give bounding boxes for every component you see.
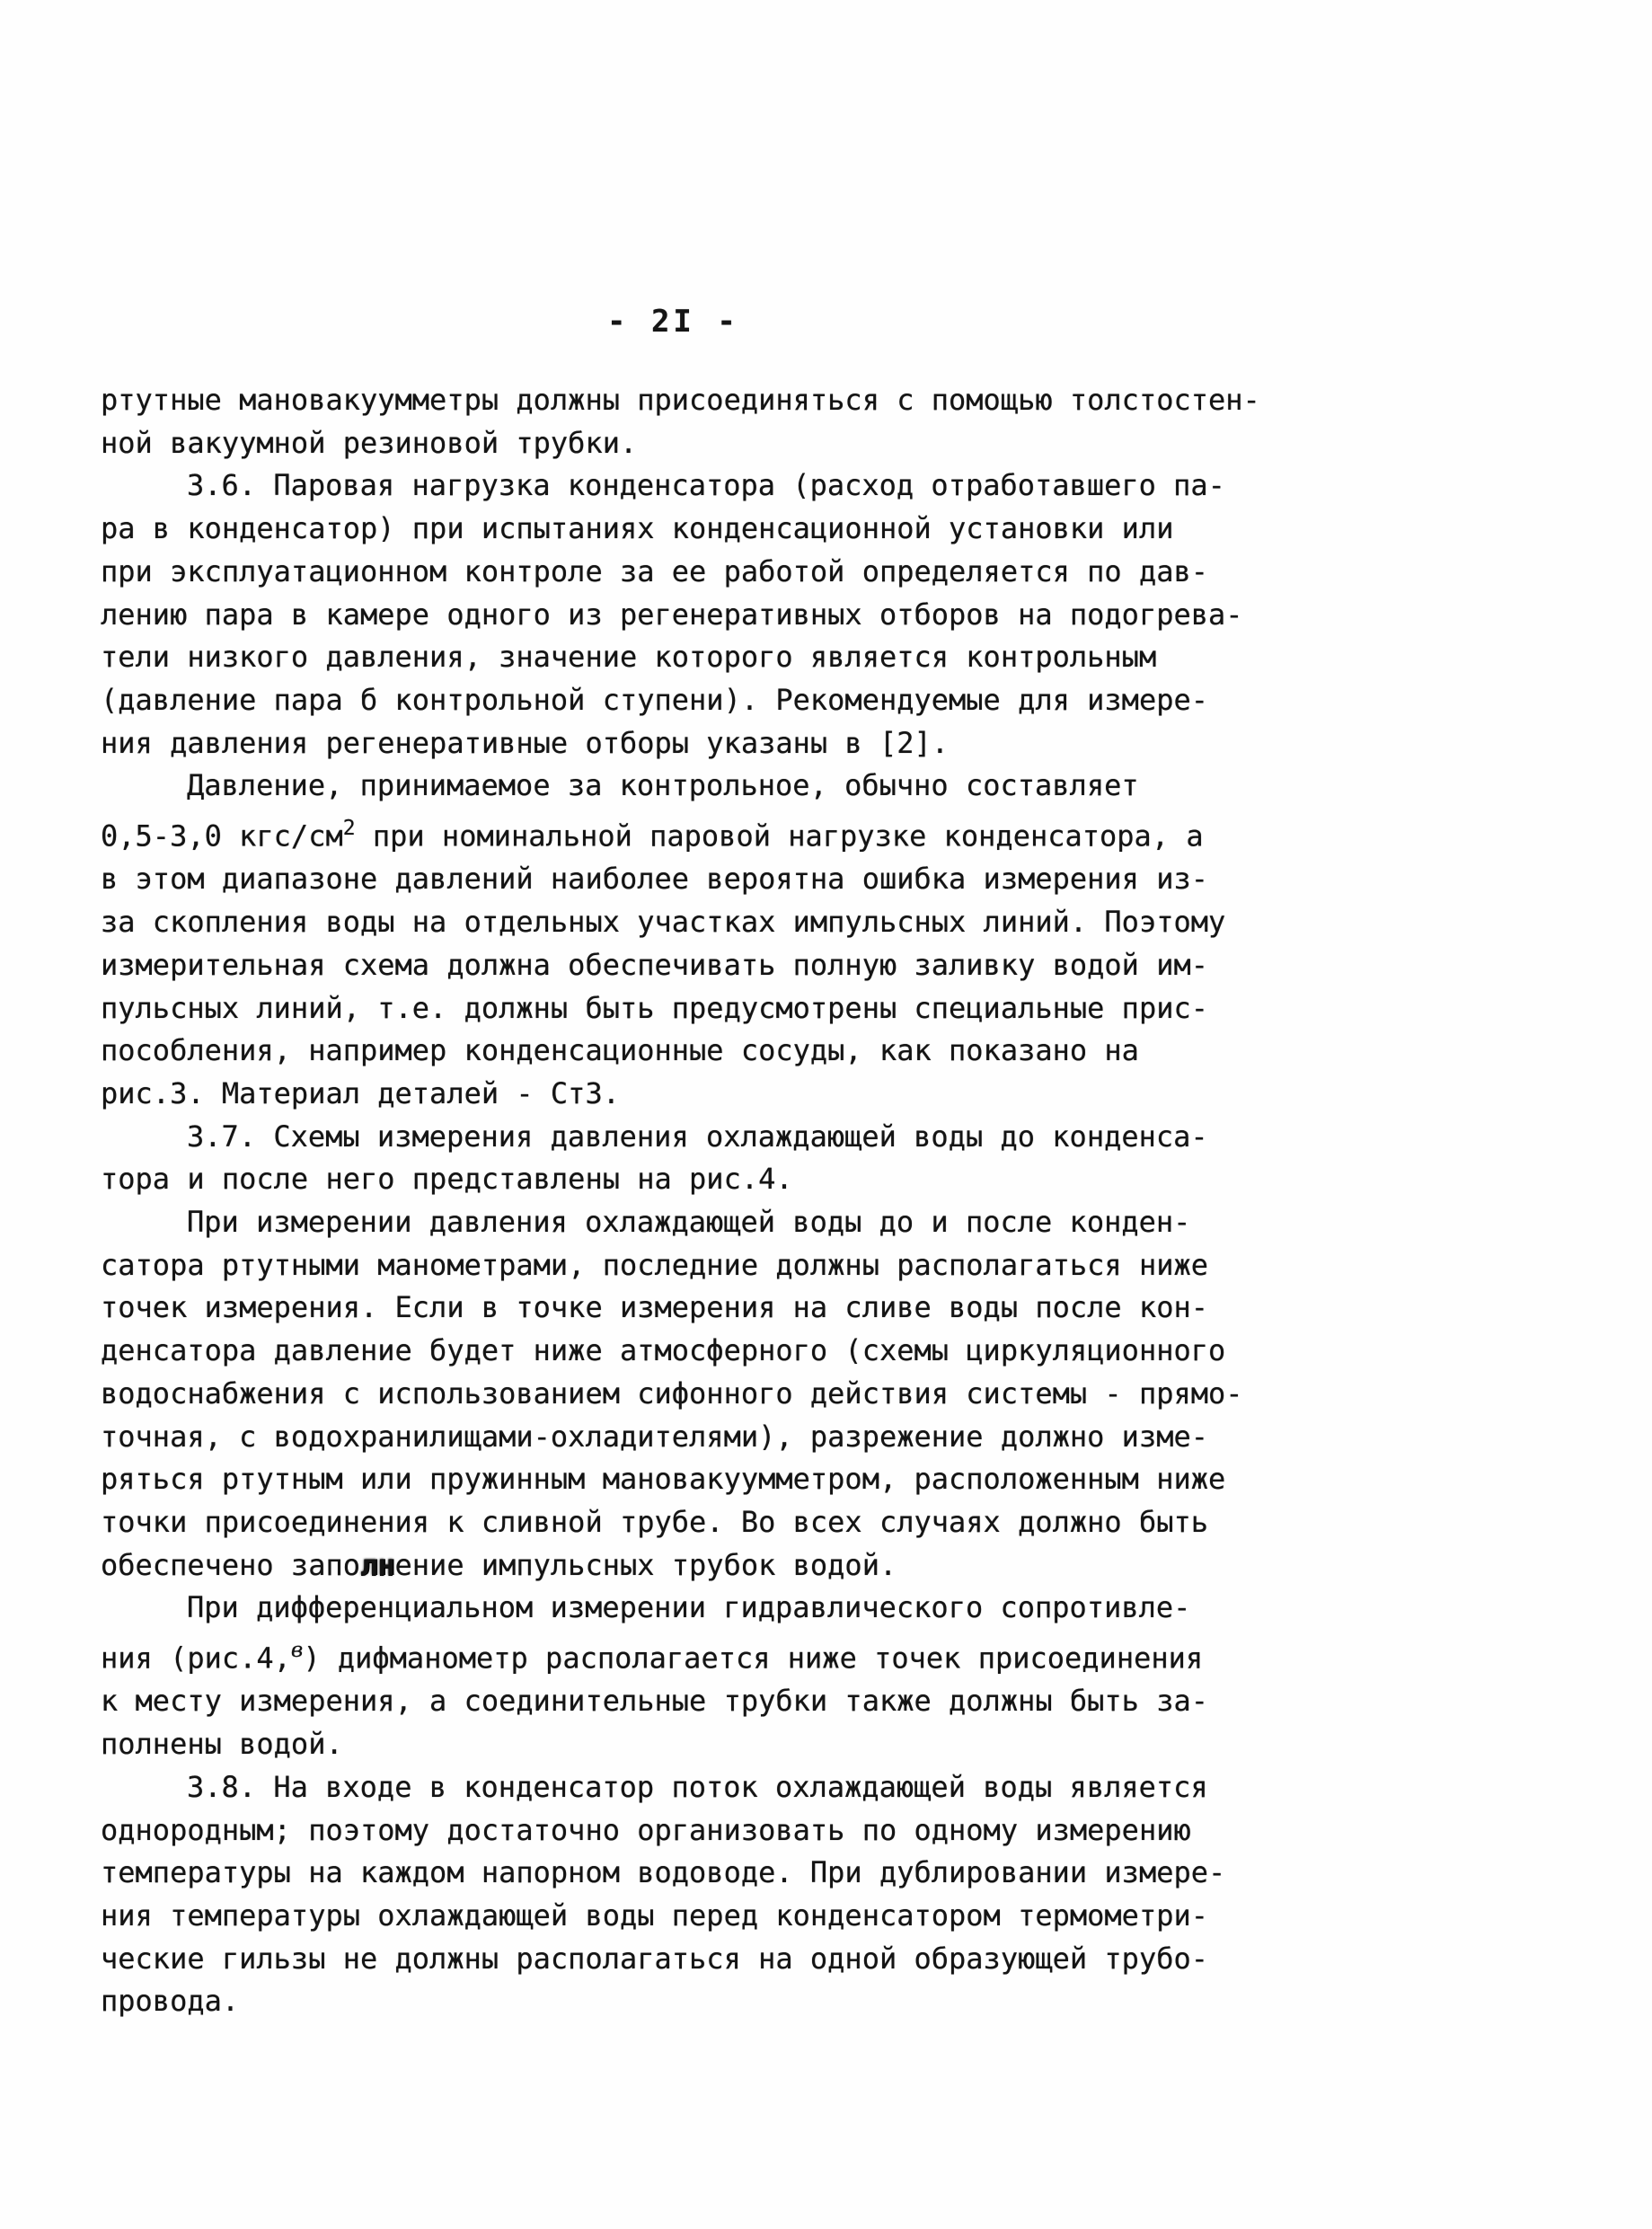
text-segment: ряться ртутным или пружинным мановакуумметром, расположенным ниже xyxy=(101,1462,1226,1497)
text-line xyxy=(101,1630,1295,1680)
text-line xyxy=(101,636,1295,679)
text-line xyxy=(101,1158,1295,1201)
text-segment: ) дифманометр располагается ниже точек присоединения xyxy=(303,1641,1204,1676)
text-line xyxy=(101,1073,1295,1116)
text-line xyxy=(101,1895,1295,1938)
text-line xyxy=(101,1723,1295,1766)
text-segment: тели низкого давления, значение которого является контрольным xyxy=(101,640,1157,675)
overstruck-text: лн xyxy=(359,1547,395,1582)
text-line xyxy=(101,1201,1295,1244)
text-segment: в xyxy=(290,1639,304,1663)
text-line xyxy=(101,1416,1295,1459)
text-line xyxy=(101,808,1295,858)
document-body xyxy=(101,379,1295,2023)
text-line xyxy=(101,765,1295,808)
text-segment: 3.7. Схемы измерения давления охлаждающей воды до конденса- xyxy=(187,1119,1208,1154)
text-line xyxy=(101,594,1295,637)
text-line xyxy=(101,722,1295,765)
text-line xyxy=(101,1287,1295,1330)
text-segment: ение импульсных трубок водой. xyxy=(394,1547,897,1582)
text-segment: Давление, принимаемое за контрольное, обычно составляет xyxy=(187,768,1139,803)
text-line xyxy=(101,1030,1295,1073)
text-line xyxy=(101,1809,1295,1853)
text-line xyxy=(101,987,1295,1030)
text-segment: 3.8. На входе в конденсатор поток охлаждающей воды является xyxy=(187,1769,1208,1804)
text-line xyxy=(101,944,1295,987)
text-segment: тора и после него представлены на рис.4. xyxy=(101,1162,793,1197)
text-segment: пособления, например конденсационные сосуды, как показано на xyxy=(101,1033,1139,1068)
text-line xyxy=(101,1373,1295,1416)
text-line xyxy=(101,379,1295,422)
text-segment: обеспечено запо xyxy=(101,1547,360,1582)
text-segment: однородным; поэтому достаточно организовать по одному измерению xyxy=(101,1812,1191,1847)
text-segment: в этом диапазоне давлений наиболее вероятна ошибка измерения из- xyxy=(101,862,1208,897)
text-segment: измерительная схема должна обеспечивать полную заливку водой им- xyxy=(101,947,1208,982)
text-segment: 2 xyxy=(342,817,356,841)
text-segment: лению пара в камере одного из регенеративных отборов на подогрева- xyxy=(101,597,1243,632)
text-line xyxy=(101,1766,1295,1809)
text-segment: рис.3. Материал деталей - Ст3. xyxy=(101,1075,620,1110)
text-segment: водоснабжения с использованием сифонного действия системы - прямо- xyxy=(101,1375,1243,1411)
text-segment: ческие гильзы не должны располагаться на одной образующей трубо- xyxy=(101,1941,1208,1976)
text-line xyxy=(101,1938,1295,1981)
text-line xyxy=(101,1244,1295,1287)
text-segment: ной вакуумной резиновой трубки. xyxy=(101,425,638,460)
text-line xyxy=(101,422,1295,465)
text-segment: ртутные мановакуумметры должны присоединяться с помощью толстостен- xyxy=(101,383,1260,417)
text-segment: точная, с водохранилищами-охладителями), разрежение должно изме- xyxy=(101,1419,1208,1454)
text-segment: за скопления воды на отдельных участках импульсных линий. Поэтому xyxy=(101,905,1226,940)
text-segment: 3.6. Паровая нагрузка конденсатора (расход отработавшего па- xyxy=(187,468,1225,503)
text-segment: при номинальной паровой нагрузке конденсатора, а xyxy=(355,818,1204,854)
text-segment: (давление пара б контрольной ступени). Рекомендуемые для измере- xyxy=(101,682,1208,717)
text-line xyxy=(101,551,1295,594)
text-segment: ра в конденсатор) при испытаниях конденсационной установки или xyxy=(101,511,1174,546)
text-line xyxy=(101,1458,1295,1501)
text-segment: сатора ртутными манометрами, последние должны располагаться ниже xyxy=(101,1247,1208,1282)
text-line xyxy=(101,901,1295,944)
text-line xyxy=(101,1852,1295,1895)
text-line xyxy=(101,679,1295,722)
page-number: - 2I - xyxy=(607,304,739,340)
text-segment: 0,5-3,0 кгс/см xyxy=(101,818,343,854)
text-segment: При измерении давления охлаждающей воды до и после конден- xyxy=(187,1205,1191,1240)
text-segment: ния (рис.4, xyxy=(101,1641,291,1676)
text-line xyxy=(101,1587,1295,1630)
text-segment: точек измерения. Если в точке измерения на сливе воды после кон- xyxy=(101,1290,1208,1325)
text-segment: ния температуры охлаждающей воды перед конденсатором термометри- xyxy=(101,1897,1208,1933)
text-line xyxy=(101,1501,1295,1544)
text-segment: ния давления регенеративные отборы указаны в [2]. xyxy=(101,725,950,760)
text-segment: при эксплуатационном контроле за ее работой определяется по дав- xyxy=(101,553,1208,588)
text-line xyxy=(101,508,1295,551)
text-line xyxy=(101,858,1295,901)
text-segment: денсатора давление будет ниже атмосферного (схемы циркуляционного xyxy=(101,1333,1226,1368)
text-segment: к месту измерения, а соединительные трубки также должны быть за- xyxy=(101,1684,1208,1719)
text-segment: При дифференциальном измерении гидравлического сопротивле- xyxy=(187,1590,1191,1625)
text-line xyxy=(101,1330,1295,1373)
text-segment: провода. xyxy=(101,1984,240,2019)
text-line xyxy=(101,1680,1295,1723)
text-line xyxy=(101,464,1295,508)
text-segment: точки присоединения к сливной трубе. Во всех случаях должно быть xyxy=(101,1504,1208,1539)
text-line xyxy=(101,1116,1295,1159)
text-segment: пульсных линий, т.е. должны быть предусмотрены специальные прис- xyxy=(101,990,1208,1025)
text-segment: полнены водой. xyxy=(101,1727,343,1762)
text-segment: температуры на каждом напорном водоводе. При дублировании измере- xyxy=(101,1855,1226,1890)
text-line xyxy=(101,1544,1295,1588)
text-line xyxy=(101,1980,1295,2023)
